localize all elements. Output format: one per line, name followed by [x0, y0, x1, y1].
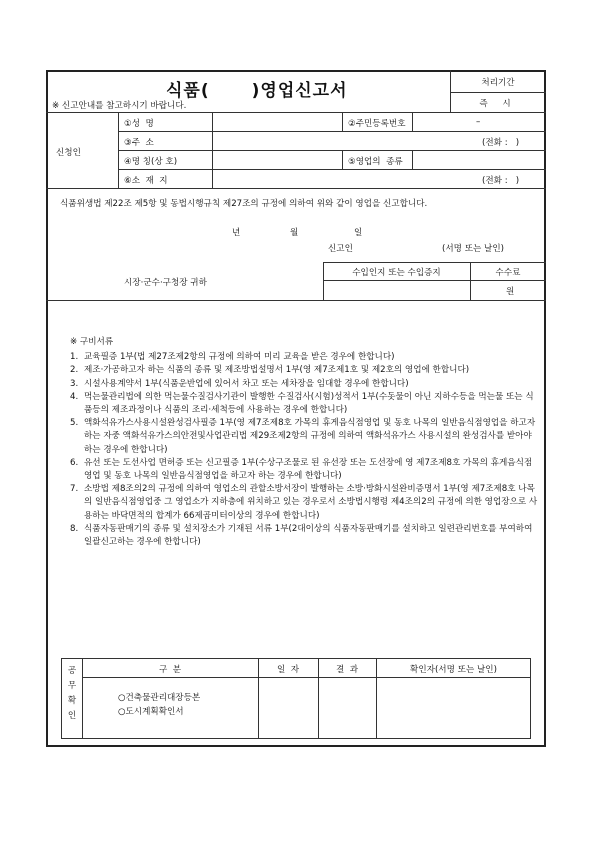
- stamp-label: 수입인지 또는 수입증지: [352, 268, 441, 278]
- business-name-label: ④명 칭(상 호): [124, 157, 178, 167]
- recipient-label: 시장·군수·구청장 귀하: [124, 278, 207, 288]
- business-type-field[interactable]: [413, 151, 545, 168]
- rrn-label: ②주민등록번호: [348, 119, 406, 129]
- business-type-label: ⑤영업의 종류: [348, 157, 403, 167]
- list-item: 1. 교육필증 1부(법 제27조제2항의 규정에 의하여 미리 교육을 받은 경우에 한합니다): [70, 352, 395, 363]
- column-result: 결 과: [335, 665, 359, 675]
- list-item: 7. 소방법 제8조의2의 규정에 의하여 영업소의 관할소방서장이 발행하는 소방·방화시설완비증명서 1부(영 제7조제8호 나목의 일반음식점영업중 그 영업소가 지하층에 위치하고 있는 경우로서 소방법시행령 제4조의2의 규정에 의한 영업장으로 사용하는 바닥면적의 합계가 66제곱미터이상의 경우에 한합니다): [70, 484, 538, 521]
- notice-text: ※ 신고안내를 참고하시기 바랍니다.: [52, 101, 187, 111]
- required-documents: [70, 336, 540, 549]
- location-field[interactable]: [213, 170, 463, 187]
- fee-label: 수수료: [495, 268, 521, 278]
- list-item: 8. 식품자동판매기의 종류 및 설치장소가 기재된 서류 1부(2대이상의 식품자동판매기를 설치하고 일련관리번호를 부여하여 일괄신고하는 경우에 한합니다): [70, 523, 533, 548]
- date-month-label: 월: [290, 228, 299, 238]
- verification-row-building-register: ○건축물관리대장등본: [118, 693, 201, 703]
- list-item: 5. 액화석유가스사용시설완성검사필증 1부(영 제7조제8호 가목의 휴게음식점영업 및 동호 나목의 일반음식점영업을 하고자 하는 자중 액화석유가스의안전및사업관리법 제29조제2항의 규정에 의하여 액화석유가스 사용시설의 완성검사를 받아야 하는 경우에 한합니다): [70, 418, 536, 455]
- column-date: 일 자: [276, 665, 300, 675]
- list-item: 6. 유선 또는 도선사업 면허증 또는 신고필증 1부(수상구조물로 된 유선장 또는 도선장에 영 제7조제8호 가목의 휴게음식점영업 및 동호 나목의 일반음식점영업을 하고자 하는 경우에 한합니다): [70, 457, 533, 482]
- date-day-label: 일: [354, 228, 363, 238]
- signature-label: (서명 또는 날인): [442, 244, 504, 254]
- location-label: ⑥소 재 지: [124, 176, 168, 186]
- name-label: ①성 명: [124, 119, 154, 129]
- declaration-text: 식품위생법 제22조 제5항 및 동법시행규칙 제27조의 규정에 의하여 위와 같이 영업을 신고합니다.: [60, 199, 428, 209]
- address-label: ③주 소: [124, 138, 154, 148]
- list-item: 3. 시설사용계약서 1부(식품운반업에 있어서 차고 또는 세차장을 임대할 경우에 한합니다): [70, 378, 409, 389]
- processing-period-value: 즉 시: [479, 99, 517, 109]
- applicant-sign-label: 신고인: [328, 244, 353, 254]
- list-item: 4. 먹는물관리법에 의한 먹는물수질검사기관이 발행한 수질검사(시험)성적서 1부(수돗물이 아닌 지하수등을 먹는물 또는 식품등의 제조과정이나 식품의 조리·세척등에 사용하는 경우에 한합니다): [70, 391, 534, 416]
- verification-side-label: 공 무 확 인: [67, 666, 77, 721]
- fee-unit: 원: [506, 287, 515, 297]
- address-phone-label: (전화 : ): [482, 138, 520, 148]
- address-field[interactable]: [213, 132, 463, 149]
- verification-row-urban-plan: ○도시계획확인서: [118, 707, 184, 717]
- column-confirmer: 확인자(서명 또는 날인): [410, 665, 497, 675]
- rrn-field[interactable]: –: [476, 117, 481, 127]
- processing-period-label: 처리기간: [481, 78, 515, 88]
- form-title: 식품( )영업신고서: [166, 81, 348, 101]
- business-name-field[interactable]: [213, 151, 341, 168]
- applicant-group-label: 신청인: [56, 148, 81, 158]
- location-phone-label: (전화 : ): [482, 176, 520, 186]
- column-category: 구 분: [158, 665, 182, 675]
- documents-list: [70, 351, 540, 549]
- date-year-label: 년: [232, 228, 241, 238]
- list-item: 2. 제조·가공하고자 하는 식품의 종류 및 제조방법설명서 1부(영 제7조제1호 및 제2호의 영업에 한합니다): [70, 365, 470, 376]
- documents-heading: ※ 구비서류: [70, 337, 114, 347]
- name-field[interactable]: [213, 113, 341, 130]
